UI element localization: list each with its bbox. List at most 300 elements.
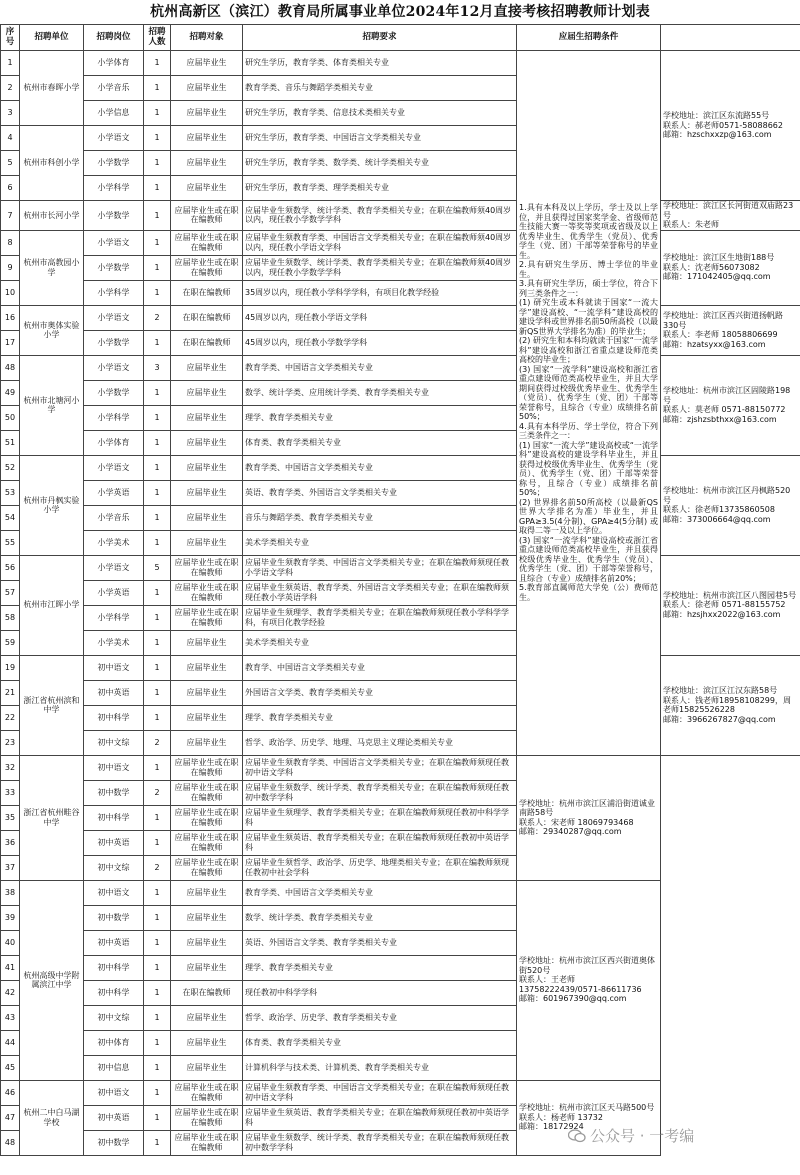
table-row [1, 355, 800, 380]
header-post: 招聘岗位 [84, 25, 144, 51]
cell-target: 在职在编教师 [171, 330, 243, 355]
cell-post: 小学语文 [84, 305, 144, 330]
cell-unit: 杭州二中白马湖学校 [20, 1080, 84, 1155]
cell-target: 应届毕业生 [171, 680, 243, 705]
cell-requirements: 教育学类、中国语言文学类相关专业 [243, 455, 517, 480]
cell-count: 2 [144, 780, 171, 805]
condition-item: (3) 国家“一流学科”建设高校或浙江省重点建设师范类高校毕业生，并且获得校级优秀毕业生、优秀学生（党员）、优秀学生（党、团）干部等荣誉称号，且综合（专业）成绩排名前20%； [519, 535, 658, 583]
cell-requirements: 数学、统计学类、应用统计学类、教育学类相关专业 [243, 380, 517, 405]
cell-requirements: 美术学类相关专业 [243, 530, 517, 555]
cell-contact [661, 230, 800, 305]
watermark-text: 公众号 · 一考编 [590, 1127, 695, 1145]
table-row [1, 230, 800, 255]
cell-target: 应届毕业生或在职在编教师 [171, 755, 243, 780]
cell-contact [661, 201, 800, 231]
cell-unit: 杭州市丹枫实验小学 [20, 455, 84, 555]
contact-line: 联系人：徐老师13735860508 [663, 505, 775, 514]
contact-line: 学校地址：杭州市滨江区西兴街道奥体街520号 [519, 956, 655, 975]
cell-post: 初中科学 [84, 705, 144, 730]
cell-seq: 6 [1, 176, 20, 201]
cell-seq: 46 [1, 1080, 20, 1105]
cell-post: 小学语文 [84, 455, 144, 480]
contact-line: 联系人：朱老师 [663, 220, 719, 229]
table-body [1, 51, 800, 1156]
cell-count: 1 [144, 805, 171, 830]
cell-target: 应届毕业生 [171, 655, 243, 680]
cell-seq: 19 [1, 655, 20, 680]
cell-seq: 38 [1, 880, 20, 905]
condition-item: 4.具有本科学历、学士学位，符合下列三类条件之一： [519, 421, 658, 441]
cell-seq: 16 [1, 305, 20, 330]
recruitment-plan-table [0, 24, 800, 1156]
contact-line: 邮箱：zjshzsbthxx@163.com [663, 414, 777, 424]
cell-count: 1 [144, 530, 171, 555]
cell-target: 应届毕业生或在职在编教师 [171, 555, 243, 580]
cell-post: 小学美术 [84, 530, 144, 555]
cell-post: 小学科学 [84, 405, 144, 430]
cell-seq: 5 [1, 151, 20, 176]
cell-seq: 58 [1, 605, 20, 630]
cell-requirements: 理学、教育学类相关专业 [243, 705, 517, 730]
cell-unit: 杭州市科创小学 [20, 126, 84, 201]
cell-unit: 杭州市长河小学 [20, 201, 84, 231]
cell-count: 1 [144, 955, 171, 980]
cell-unit: 浙江省杭州滨和中学 [20, 655, 84, 755]
cell-count: 1 [144, 255, 171, 280]
cell-target: 应届毕业生或在职在编教师 [171, 580, 243, 605]
cell-requirements: 研究生学历，教育学类、中国语言文学类相关专业 [243, 126, 517, 151]
cell-seq: 55 [1, 530, 20, 555]
condition-item: (2) 研究生和本科均就读于国家“一流学科”建设高校和浙江省重点建设师范类高校的毕业生； [519, 336, 658, 365]
cell-seq: 10 [1, 280, 20, 305]
contact-line: 邮箱：hzschxxzp@163.com [663, 130, 772, 140]
condition-item: (1) 研究生或本科就读于国家“一流大学”建设高校、“一流学科”建设高校的建设学科或世界排名前50所高校（以最新QS世界大学排名为准）的毕业生； [519, 298, 658, 336]
cell-target: 应届毕业生 [171, 880, 243, 905]
cell-count: 1 [144, 680, 171, 705]
table-row [1, 455, 800, 480]
table-row [1, 830, 800, 855]
contact-line: 联系人：宋老师 18069793468 [519, 817, 634, 827]
cell-requirements: 体育类、教育学类相关专业 [243, 430, 517, 455]
cell-count: 1 [144, 1030, 171, 1055]
cell-post: 初中科学 [84, 805, 144, 830]
cell-count: 1 [144, 201, 171, 231]
contact-line: 学校地址：杭州市滨江区八图园巷5号 [663, 590, 797, 600]
cell-target: 应届毕业生 [171, 505, 243, 530]
cell-count: 1 [144, 126, 171, 151]
cell-requirements: 研究生学历，教育学类、体育类相关专业 [243, 51, 517, 76]
cell-post: 小学语文 [84, 230, 144, 255]
cell-contact [517, 755, 661, 880]
cell-target: 应届毕业生或在职在编教师 [171, 201, 243, 231]
condition-item: 2.具有研究生学历、博士学位的毕业生。 [519, 260, 658, 279]
cell-contact [661, 455, 800, 555]
cell-target: 应届毕业生 [171, 630, 243, 655]
cell-count: 1 [144, 655, 171, 680]
cell-post: 初中文综 [84, 1005, 144, 1030]
cell-target: 应届毕业生或在职在编教师 [171, 855, 243, 880]
cell-post: 小学体育 [84, 430, 144, 455]
contact-line: 学校地址：滨江区江汉东路58号 [663, 686, 778, 695]
contact-line: 邮箱：hzsjhxx2022@163.com [663, 609, 781, 619]
cell-post: 初中文综 [84, 855, 144, 880]
cell-count: 1 [144, 1130, 171, 1155]
cell-requirements: 研究生学历，教育学类、理学类相关专业 [243, 176, 517, 201]
cell-count: 1 [144, 280, 171, 305]
header-target: 招聘对象 [171, 25, 243, 51]
cell-count: 1 [144, 755, 171, 780]
cell-seq: 57 [1, 580, 20, 605]
cell-requirements: 应届毕业生须数学、统计学类、教育学类相关专业；在职在编教师须40周岁以内，现任教小学数学学科 [243, 255, 517, 280]
cell-target: 应届毕业生 [171, 730, 243, 755]
cell-target: 应届毕业生 [171, 51, 243, 76]
condition-item: (1) 国家“一流大学”建设高校或“一流学科”建设高校的建设学科毕业生，并且获得过校级优秀毕业生、优秀学生（党员）、优秀学生（党、团）干部等荣誉称号，且综合（专业）成绩排名前50%； [519, 440, 658, 498]
contact-line: 学校地址：杭州市滨江区天马路500号 [519, 1103, 655, 1113]
cell-target: 应届毕业生 [171, 380, 243, 405]
cell-post: 小学美术 [84, 630, 144, 655]
cell-post: 初中信息 [84, 1055, 144, 1080]
cell-count: 1 [144, 1080, 171, 1105]
table-row [1, 780, 800, 805]
cell-target: 应届毕业生 [171, 905, 243, 930]
cell-seq: 54 [1, 505, 20, 530]
cell-target: 应届毕业生或在职在编教师 [171, 830, 243, 855]
contact-line: 学校地址：滨江区西兴街道扬帆路330号 [663, 311, 783, 330]
cell-count: 1 [144, 405, 171, 430]
cell-post: 小学信息 [84, 101, 144, 126]
cell-count: 1 [144, 830, 171, 855]
cell-target: 应届毕业生或在职在编教师 [171, 230, 243, 255]
contact-line: 学校地址：杭州市滨江区浦沿街道诚业南路58号 [519, 798, 655, 817]
cell-requirements: 教育学类、中国语言文学类相关专业 [243, 880, 517, 905]
cell-unit: 杭州高级中学附属滨江中学 [20, 880, 84, 1080]
cell-seq: 40 [1, 930, 20, 955]
cell-count: 1 [144, 980, 171, 1005]
cell-seq: 42 [1, 980, 20, 1005]
cell-target: 在职在编教师 [171, 280, 243, 305]
cell-target: 应届毕业生或在职在编教师 [171, 1130, 243, 1155]
cell-requirements: 研究生学历，教育学类、数学类、统计学类相关专业 [243, 151, 517, 176]
cell-count: 1 [144, 905, 171, 930]
cell-post: 小学音乐 [84, 505, 144, 530]
cell-target: 应届毕业生 [171, 705, 243, 730]
table-row [1, 855, 800, 880]
cell-target: 应届毕业生 [171, 151, 243, 176]
condition-item: 1.具有本科及以上学历，学士及以上学位，并且获得过国家奖学金、省级师范生技能大赛一等奖等奖项或省级及以上优秀毕业生、优秀学生（党员）、优秀学生（党、团）干部等荣誉称号的毕业生。 [519, 203, 658, 260]
cell-unit: 杭州市江晖小学 [20, 555, 84, 655]
cell-count: 1 [144, 1005, 171, 1030]
cell-count: 1 [144, 580, 171, 605]
cell-post: 小学数学 [84, 201, 144, 231]
cell-seq: 50 [1, 405, 20, 430]
cell-target: 应届毕业生 [171, 455, 243, 480]
cell-seq: 36 [1, 830, 20, 855]
cell-post: 初中科学 [84, 955, 144, 980]
cell-target: 应届毕业生 [171, 430, 243, 455]
cell-requirements: 应届毕业生须理学、教育学类相关专业；在职在编教师须现任教初中科学学科 [243, 805, 517, 830]
cell-seq: 56 [1, 555, 20, 580]
cell-target: 应届毕业生或在职在编教师 [171, 1105, 243, 1130]
condition-item: (2) 世界排名前50所高校（以最新QS世界大学排名为准）毕业生，并且GPA≥3.5(4分制)、GPA≥4(5分制) 或取得二等一及以上学位。 [519, 497, 658, 536]
cell-requirements: 外国语言文学类、教育学类相关专业 [243, 680, 517, 705]
cell-seq: 39 [1, 905, 20, 930]
table-row [1, 1080, 800, 1105]
cell-target: 应届毕业生 [171, 530, 243, 555]
table-row [1, 905, 800, 930]
cell-requirements: 哲学、政治学、历史学、地理、马克思主义理论类相关专业 [243, 730, 517, 755]
cell-count: 1 [144, 151, 171, 176]
cell-contact [517, 880, 661, 1080]
contact-line: 学校地址：滨江区东流路55号 [663, 111, 770, 121]
contact-line: 邮箱：18172924 [519, 1122, 584, 1132]
cell-target: 应届毕业生或在职在编教师 [171, 1080, 243, 1105]
cell-seq: 32 [1, 755, 20, 780]
contact-line: 邮箱：373006664@qq.com [663, 514, 771, 524]
cell-seq: 4 [1, 126, 20, 151]
table-row [1, 955, 800, 980]
wechat-icon [568, 1129, 586, 1143]
contact-line: 邮箱：hzatsyxx@163.com [663, 339, 766, 349]
cell-post: 小学语文 [84, 355, 144, 380]
cell-target: 应届毕业生 [171, 955, 243, 980]
cell-target: 应届毕业生 [171, 176, 243, 201]
cell-count: 5 [144, 555, 171, 580]
cell-requirements: 美术学类相关专业 [243, 630, 517, 655]
cell-seq: 48 [1, 355, 20, 380]
contact-line: 联系人：郝老师0571-58088662 [663, 120, 783, 130]
cell-requirements: 应届毕业生须教育学类、中国语言文学类相关专业；在职在编教师须现任教小学语文学科 [243, 555, 517, 580]
cell-count: 1 [144, 101, 171, 126]
cell-target: 应届毕业生或在职在编教师 [171, 605, 243, 630]
contact-line: 联系人：杨老师 13732 [519, 1112, 603, 1122]
page-title: 杭州高新区（滨江）教育局所属事业单位2024年12月直接考核招聘教师计划表 [150, 4, 650, 20]
cell-post: 初中英语 [84, 930, 144, 955]
cell-post: 初中语文 [84, 755, 144, 780]
cell-seq: 44 [1, 1030, 20, 1055]
table-row [1, 51, 800, 76]
table-row [1, 555, 800, 580]
cell-requirements: 教育学类、音乐与舞蹈学类相关专业 [243, 76, 517, 101]
cell-target: 应届毕业生 [171, 1005, 243, 1030]
cell-seq: 52 [1, 455, 20, 480]
cell-requirements: 研究生学历，教育学类、信息技术类相关专业 [243, 101, 517, 126]
cell-count: 1 [144, 705, 171, 730]
cell-requirements: 理学、教育学类相关专业 [243, 955, 517, 980]
cell-requirements: 45周岁以内，现任教小学数学学科 [243, 330, 517, 355]
cell-post: 初中数学 [84, 905, 144, 930]
cell-requirements: 英语、外国语言文学类、教育学类相关专业 [243, 930, 517, 955]
cell-count: 1 [144, 605, 171, 630]
cell-seq: 2 [1, 76, 20, 101]
cell-requirements: 应届毕业生须英语、教育学类、外国语言文学类相关专业；在职在编教师须现任教小学英语学科 [243, 580, 517, 605]
cell-count: 1 [144, 930, 171, 955]
header-contact [661, 25, 800, 51]
cell-unit: 杭州市高教园小学 [20, 230, 84, 305]
cell-post: 初中语文 [84, 1080, 144, 1105]
cell-count: 2 [144, 855, 171, 880]
cell-target: 应届毕业生或在职在编教师 [171, 805, 243, 830]
cell-seq: 43 [1, 1005, 20, 1030]
cell-seq: 21 [1, 680, 20, 705]
cell-count: 1 [144, 51, 171, 76]
condition-item: (3) 国家“一流学科”建设高校和浙江省重点建设师范类高校毕业生，并且大学期间获得过校级优秀毕业生、优秀学生（党员）、优秀学生（党、团）干部等荣誉称号，且综合（专业）成绩排名前50%； [519, 364, 658, 422]
table-row [1, 805, 800, 830]
cell-target: 应届毕业生 [171, 480, 243, 505]
cell-contact [661, 355, 800, 455]
cell-target: 在职在编教师 [171, 980, 243, 1005]
cell-target: 应届毕业生 [171, 126, 243, 151]
cell-post: 初中文综 [84, 730, 144, 755]
cell-requirements: 数学、统计学类、教育学类相关专业 [243, 905, 517, 930]
cell-seq: 37 [1, 855, 20, 880]
table-row [1, 755, 800, 780]
condition-item: 3.具有研究生学历，硕士学位，符合下列三类条件之一： [519, 279, 658, 298]
contact-line: 联系人：沈老师56073082 [663, 262, 760, 272]
cell-post: 初中数学 [84, 780, 144, 805]
cell-seq: 22 [1, 705, 20, 730]
table-row [1, 930, 800, 955]
cell-unit: 杭州市北塘河小学 [20, 355, 84, 455]
cell-requirements: 计算机科学与技术类、计算机类、教育学类相关专业 [243, 1055, 517, 1080]
cell-requirements: 教育学、中国语言文学类相关专业 [243, 655, 517, 680]
cell-graduate-conditions [517, 51, 661, 756]
cell-seq: 23 [1, 730, 20, 755]
table-row [1, 1030, 800, 1055]
header-requirements: 招聘要求 [243, 25, 517, 51]
cell-requirements: 英语、教育学类、外国语言文学类相关专业 [243, 480, 517, 505]
cell-count: 1 [144, 330, 171, 355]
cell-unit: 浙江省杭州畦谷中学 [20, 755, 84, 880]
table-row [1, 1005, 800, 1030]
cell-post: 小学体育 [84, 51, 144, 76]
cell-target: 应届毕业生 [171, 1055, 243, 1080]
cell-requirements: 理学、教育学类相关专业 [243, 405, 517, 430]
contact-line: 13758222439/0571-86611736 [519, 984, 642, 994]
cell-target: 应届毕业生或在职在编教师 [171, 780, 243, 805]
cell-seq: 53 [1, 480, 20, 505]
cell-seq: 35 [1, 805, 20, 830]
cell-count: 2 [144, 730, 171, 755]
cell-target: 应届毕业生 [171, 405, 243, 430]
cell-target: 在职在编教师 [171, 305, 243, 330]
cell-count: 1 [144, 380, 171, 405]
cell-count: 1 [144, 176, 171, 201]
cell-target: 应届毕业生 [171, 930, 243, 955]
contact-line: 联系人：王老师 [519, 975, 575, 985]
condition-item: 5.教育部直属师范大学免（公）费师范生。 [519, 583, 658, 602]
cell-post: 初中语文 [84, 655, 144, 680]
cell-post: 小学语文 [84, 126, 144, 151]
cell-count: 1 [144, 630, 171, 655]
table-row [1, 655, 800, 680]
cell-count: 1 [144, 880, 171, 905]
cell-requirements: 应届毕业生须数学、统计学类、教育学类相关专业；在职在编教师须现任教初中数学学科 [243, 1130, 517, 1155]
contact-line: 邮箱：3966267827@qq.com [663, 714, 776, 724]
cell-post: 小学数学 [84, 255, 144, 280]
cell-seq: 3 [1, 101, 20, 126]
contact-line: 学校地址：滨江区生地街188号 [663, 253, 775, 263]
contact-line: 联系人：徐老师 0571-88155752 [663, 600, 786, 610]
cell-unit: 杭州市春晖小学 [20, 51, 84, 126]
table-row [1, 201, 800, 231]
cell-requirements: 45周岁以内，现任教小学语文学科 [243, 305, 517, 330]
cell-target: 应届毕业生或在职在编教师 [171, 255, 243, 280]
contact-line: 学校地址：杭州市滨江区丹枫路520号 [663, 486, 791, 505]
cell-requirements: 35周岁以内，现任教小学科学学科，有项目化教学经验 [243, 280, 517, 305]
cell-requirements: 应届毕业生须教育学类、中国语言文学类相关专业；在职在编教师须现任教初中语文学科 [243, 755, 517, 780]
cell-seq: 47 [1, 1105, 20, 1130]
header-count: 招聘人数 [144, 25, 171, 51]
cell-contact [661, 51, 800, 201]
cell-seq: 17 [1, 330, 20, 355]
cell-target: 应届毕业生 [171, 1030, 243, 1055]
cell-count: 1 [144, 430, 171, 455]
contact-line: 邮箱：601967390@qq.com [519, 994, 627, 1004]
cell-contact [661, 305, 800, 355]
cell-count: 2 [144, 305, 171, 330]
contact-line: 联系人：莫老师 0571-88150772 [663, 405, 786, 414]
cell-count: 1 [144, 505, 171, 530]
cell-post: 初中英语 [84, 830, 144, 855]
cell-requirements: 应届毕业生须数学、统计学类、教育学类相关专业；在职在编教师须40周岁以内，现任教小学数学学科 [243, 201, 517, 231]
cell-seq: 8 [1, 230, 20, 255]
cell-post: 初中英语 [84, 1105, 144, 1130]
contact-line: 学校地址：杭州市滨江区固陵路198号 [663, 386, 791, 405]
cell-post: 初中体育 [84, 1030, 144, 1055]
cell-post: 小学音乐 [84, 76, 144, 101]
cell-seq: 59 [1, 630, 20, 655]
cell-requirements: 哲学、政治学、历史学、教育学类相关专业 [243, 1005, 517, 1030]
cell-seq: 7 [1, 201, 20, 231]
header-conditions: 应届生招聘条件 [517, 25, 661, 51]
cell-requirements: 应届毕业生须理学、教育学类相关专业；在职在编教师须现任教小学科学学科，有项目化教学经验 [243, 605, 517, 630]
cell-post: 小学英语 [84, 480, 144, 505]
cell-post: 小学数学 [84, 380, 144, 405]
cell-post: 小学科学 [84, 176, 144, 201]
cell-contact [661, 655, 800, 755]
cell-post: 初中科学 [84, 980, 144, 1005]
contact-line: 联系人：李老师 18058806699 [663, 330, 778, 339]
cell-count: 1 [144, 230, 171, 255]
cell-post: 小学数学 [84, 330, 144, 355]
cell-requirements: 应届毕业生须数学、统计学类、教育学类相关专业；在职在编教师须现任教初中数学学科 [243, 780, 517, 805]
cell-post: 小学语文 [84, 555, 144, 580]
cell-post: 初中语文 [84, 880, 144, 905]
cell-requirements: 教育学类、中国语言文学类相关专业 [243, 355, 517, 380]
table-row [1, 305, 800, 330]
cell-seq: 51 [1, 430, 20, 455]
cell-requirements: 音乐与舞蹈学类、教育学类相关专业 [243, 505, 517, 530]
cell-requirements: 现任教初中科学学科 [243, 980, 517, 1005]
cell-contact [661, 555, 800, 655]
cell-target: 应届毕业生 [171, 355, 243, 380]
cell-requirements: 应届毕业生须英语、教育学类相关专业；在职在编教师须现任教初中英语学科 [243, 1105, 517, 1130]
table-row [1, 1055, 800, 1080]
cell-seq: 48 [1, 1130, 20, 1155]
cell-post: 初中数学 [84, 1130, 144, 1155]
contact-line: 联系人：钱老师18958108299，周老师15825526228 [663, 695, 791, 714]
cell-requirements: 应届毕业生须哲学、政治学、历史学、地理类相关专业；在职在编教师须现任教初中社会学科 [243, 855, 517, 880]
cell-seq: 33 [1, 780, 20, 805]
contact-line: 邮箱：171042405@qq.com [663, 272, 771, 282]
watermark [568, 1125, 694, 1146]
cell-post: 小学科学 [84, 280, 144, 305]
cell-post: 小学数学 [84, 151, 144, 176]
table-header-row [1, 25, 800, 51]
cell-seq: 45 [1, 1055, 20, 1080]
cell-count: 1 [144, 455, 171, 480]
cell-post: 小学科学 [84, 605, 144, 630]
